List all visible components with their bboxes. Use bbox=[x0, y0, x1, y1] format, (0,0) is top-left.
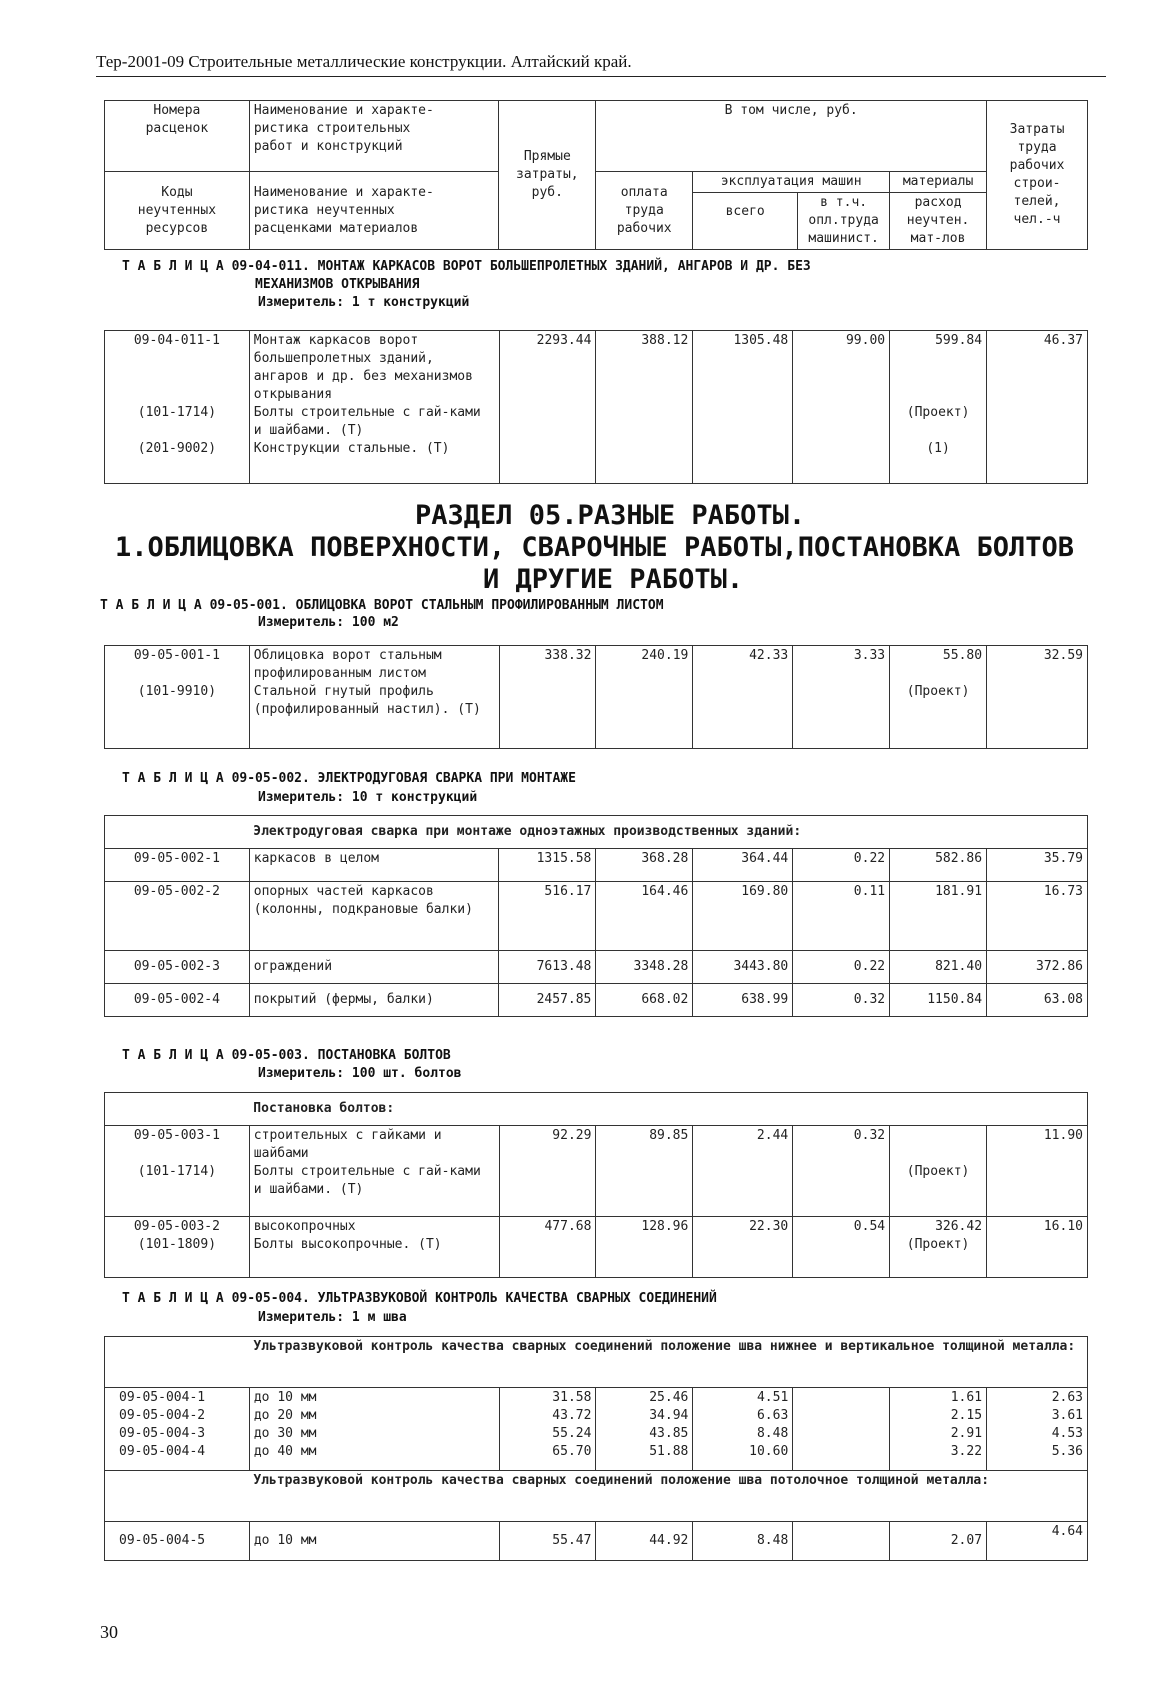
table-row-block bbox=[105, 1388, 1088, 1471]
worker-pay: 44.92 bbox=[596, 1522, 693, 1561]
section-title: РАЗДЕЛ 05.РАЗНЫЕ РАБОТЫ. bbox=[415, 500, 806, 531]
work-name: покрытий (фермы, балки) bbox=[249, 984, 499, 1017]
header-worker-pay: оплата труда рабочих bbox=[596, 172, 693, 250]
worker-pay: 3348.28 bbox=[596, 951, 693, 984]
worker-pay: 25.46 34.94 43.85 51.88 bbox=[596, 1388, 693, 1471]
column-header-table bbox=[104, 100, 1088, 250]
labor-costs: 16.10 bbox=[987, 1217, 1088, 1278]
table-row bbox=[105, 984, 1088, 1017]
header-direct-costs: Прямые затраты, руб. bbox=[499, 101, 596, 250]
table-row bbox=[105, 1522, 1088, 1561]
work-name: до 10 мм до 20 мм до 30 мм до 40 мм bbox=[249, 1388, 499, 1471]
labor-costs: 2.63 3.61 4.53 5.36 bbox=[987, 1388, 1088, 1471]
labor-costs: 4.64 bbox=[987, 1522, 1088, 1561]
labor-costs: 46.37 bbox=[987, 331, 1088, 484]
materials: 55.80 (Проект) bbox=[890, 646, 987, 749]
work-name: каркасов в целом bbox=[249, 849, 499, 882]
section-subtitle-cont: И ДРУГИЕ РАБОТЫ. bbox=[483, 564, 744, 595]
header-including: В том числе, руб. bbox=[596, 101, 987, 172]
machinist-pay: 3.33 bbox=[793, 646, 890, 749]
worker-pay: 89.85 bbox=[596, 1126, 693, 1217]
machines-total: 4.51 6.63 8.48 10.60 bbox=[693, 1388, 793, 1471]
worker-pay: 388.12 bbox=[596, 331, 693, 484]
machinist-pay: 0.22 bbox=[793, 951, 890, 984]
table-row bbox=[105, 331, 1088, 484]
table-row bbox=[105, 882, 1088, 951]
machinist-pay: 0.54 bbox=[793, 1217, 890, 1278]
direct-costs: 92.29 bbox=[499, 1126, 596, 1217]
table-row bbox=[105, 1217, 1088, 1278]
machinist-pay bbox=[793, 1388, 890, 1471]
machines-total: 364.44 bbox=[693, 849, 793, 882]
table-measure: Измеритель: 10 т конструкций bbox=[258, 790, 478, 805]
rate-code: 09-05-002-1 bbox=[105, 849, 250, 882]
rate-code: 09-04-011-1 (101-1714) (201-9002) bbox=[105, 331, 250, 484]
header-resource-codes: Коды неучтенных ресурсов bbox=[105, 172, 250, 250]
direct-costs: 477.68 bbox=[499, 1217, 596, 1278]
group-title: Электродуговая сварка при монтаже одноэтажных производственных зданий: bbox=[249, 816, 1087, 849]
header-materials: материалы расход неучтен. мат-лов bbox=[890, 172, 987, 250]
machinist-pay: 99.00 bbox=[793, 331, 890, 484]
machines-total: 2.44 bbox=[693, 1126, 793, 1217]
machines-total: 3443.80 bbox=[693, 951, 793, 984]
machines-total: 22.30 bbox=[693, 1217, 793, 1278]
direct-costs: 516.17 bbox=[499, 882, 596, 951]
group-row bbox=[105, 1471, 1088, 1522]
table-measure: Измеритель: 1 т конструкций bbox=[258, 295, 470, 310]
direct-costs: 31.58 43.72 55.24 65.70 bbox=[499, 1388, 596, 1471]
materials: 326.42 (Проект) bbox=[890, 1217, 987, 1278]
section-subtitle: 1.ОБЛИЦОВКА ПОВЕРХНОСТИ, СВАРОЧНЫЕ РАБОТЫ,ПОСТАНОВКА БОЛТОВ bbox=[115, 532, 1075, 563]
page-number: 30 bbox=[100, 1622, 118, 1642]
labor-costs: 372.86 bbox=[987, 951, 1088, 984]
work-name: Монтаж каркасов ворот большепролетных зданий, ангаров и др. без механизмов открывания Болты строительные с гай-ками и шайбами. (Т) Конструкции стальные. (Т) bbox=[249, 331, 499, 484]
materials: 599.84 (Проект) (1) bbox=[890, 331, 987, 484]
direct-costs: 338.32 bbox=[499, 646, 596, 749]
table-measure: Измеритель: 100 м2 bbox=[258, 615, 399, 630]
machines-total: 169.80 bbox=[693, 882, 793, 951]
machines-total: 42.33 bbox=[693, 646, 793, 749]
table-caption: Т А Б Л И Ц А 09-05-003. ПОСТАНОВКА БОЛТОВ bbox=[122, 1048, 451, 1063]
rate-code: 09-05-001-1 (101-9910) bbox=[105, 646, 250, 749]
rate-table-09-04-011 bbox=[104, 330, 1088, 484]
rate-code: 09-05-004-5 bbox=[105, 1522, 250, 1561]
table-row bbox=[105, 646, 1088, 749]
materials: 181.91 bbox=[890, 882, 987, 951]
labor-costs: 32.59 bbox=[987, 646, 1088, 749]
table-row bbox=[105, 1126, 1088, 1217]
rate-table-09-05-004 bbox=[104, 1336, 1088, 1561]
rate-code: 09-05-004-1 09-05-004-2 09-05-004-3 09-05-004-4 bbox=[105, 1388, 250, 1471]
machinist-pay: 0.11 bbox=[793, 882, 890, 951]
direct-costs: 55.47 bbox=[499, 1522, 596, 1561]
machinist-pay: 0.22 bbox=[793, 849, 890, 882]
work-name: до 10 мм bbox=[249, 1522, 499, 1561]
work-name: Облицовка ворот стальным профилированным листом Стальной гнутый профиль (профилированный настил). (Т) bbox=[249, 646, 499, 749]
machines-total: 8.48 bbox=[693, 1522, 793, 1561]
rate-code: 09-05-003-2 (101-1809) bbox=[105, 1217, 250, 1278]
direct-costs: 1315.58 bbox=[499, 849, 596, 882]
rate-code: 09-05-002-3 bbox=[105, 951, 250, 984]
header-machines: эксплуатация машин всего в т.ч. опл.труда машинист. bbox=[693, 172, 890, 250]
machinist-pay bbox=[793, 1522, 890, 1561]
worker-pay: 128.96 bbox=[596, 1217, 693, 1278]
machines-total: 638.99 bbox=[693, 984, 793, 1017]
materials: 582.86 bbox=[890, 849, 987, 882]
table-row bbox=[105, 849, 1088, 882]
rate-table-09-05-003 bbox=[104, 1092, 1088, 1278]
labor-costs: 16.73 bbox=[987, 882, 1088, 951]
materials: 821.40 bbox=[890, 951, 987, 984]
rate-code: 09-05-003-1 (101-1714) bbox=[105, 1126, 250, 1217]
materials: 2.07 bbox=[890, 1522, 987, 1561]
header-labor-costs: Затраты труда рабочих строи- телей, чел.-ч bbox=[987, 101, 1088, 250]
machines-total: 1305.48 bbox=[693, 331, 793, 484]
table-caption: Т А Б Л И Ц А 09-05-001. ОБЛИЦОВКА ВОРОТ СТАЛЬНЫМ ПРОФИЛИРОВАННЫМ ЛИСТОМ bbox=[100, 598, 664, 613]
table-measure: Измеритель: 100 шт. болтов bbox=[258, 1066, 462, 1081]
work-name: строительных с гайками и шайбами Болты строительные с гай-ками и шайбами. (Т) bbox=[249, 1126, 499, 1217]
header-work-name: Наименование и характе- ристика строительных работ и конструкций bbox=[249, 101, 499, 172]
group-row bbox=[105, 1093, 1088, 1126]
running-header: Тер-2001-09 Строительные металлические конструкции. Алтайский край. bbox=[96, 52, 632, 71]
direct-costs: 2457.85 bbox=[499, 984, 596, 1017]
table-caption: Т А Б Л И Ц А 09-05-004. УЛЬТРАЗВУКОВОЙ КОНТРОЛЬ КАЧЕСТВА СВАРНЫХ СОЕДИНЕНИЙ bbox=[122, 1291, 717, 1306]
work-name: опорных частей каркасов (колонны, подкрановые балки) bbox=[249, 882, 499, 951]
materials: 1150.84 bbox=[890, 984, 987, 1017]
group-row bbox=[105, 1337, 1088, 1388]
rate-code: 09-05-002-2 bbox=[105, 882, 250, 951]
machinist-pay: 0.32 bbox=[793, 1126, 890, 1217]
machinist-pay: 0.32 bbox=[793, 984, 890, 1017]
rate-table-09-05-002 bbox=[104, 815, 1088, 1017]
group-title: Ультразвуковой контроль качества сварных соединений положение шва потолочное толщиной металла: bbox=[249, 1471, 1087, 1522]
labor-costs: 63.08 bbox=[987, 984, 1088, 1017]
worker-pay: 368.28 bbox=[596, 849, 693, 882]
worker-pay: 240.19 bbox=[596, 646, 693, 749]
header-material-name: Наименование и характе- ристика неучтенных расценками материалов bbox=[249, 172, 499, 250]
worker-pay: 668.02 bbox=[596, 984, 693, 1017]
header-rate-number: Номера расценок bbox=[105, 101, 250, 172]
header-rule bbox=[96, 76, 1106, 77]
work-name: ограждений bbox=[249, 951, 499, 984]
table-caption: Т А Б Л И Ц А 09-04-011. МОНТАЖ КАРКАСОВ ВОРОТ БОЛЬШЕПРОЛЕТНЫХ ЗДАНИЙ, АНГАРОВ И ДР. БЕЗ МЕХАНИЗМОВ ОТКРЫВАНИЯ bbox=[122, 259, 811, 292]
group-title: Ультразвуковой контроль качества сварных соединений положение шва нижнее и вертикальное толщиной металла: bbox=[249, 1337, 1087, 1388]
worker-pay: 164.46 bbox=[596, 882, 693, 951]
labor-costs: 11.90 bbox=[987, 1126, 1088, 1217]
direct-costs: 2293.44 bbox=[499, 331, 596, 484]
table-caption: Т А Б Л И Ц А 09-05-002. ЭЛЕКТРОДУГОВАЯ СВАРКА ПРИ МОНТАЖЕ bbox=[122, 771, 576, 786]
table-row bbox=[105, 951, 1088, 984]
work-name: высокопрочных Болты высокопрочные. (Т) bbox=[249, 1217, 499, 1278]
materials: 1.61 2.15 2.91 3.22 bbox=[890, 1388, 987, 1471]
rate-table-09-05-001 bbox=[104, 645, 1088, 749]
direct-costs: 7613.48 bbox=[499, 951, 596, 984]
rate-code: 09-05-002-4 bbox=[105, 984, 250, 1017]
materials: (Проект) bbox=[890, 1126, 987, 1217]
group-title: Постановка болтов: bbox=[249, 1093, 1087, 1126]
labor-costs: 35.79 bbox=[987, 849, 1088, 882]
table-measure: Измеритель: 1 м шва bbox=[258, 1310, 407, 1325]
group-row bbox=[105, 816, 1088, 849]
